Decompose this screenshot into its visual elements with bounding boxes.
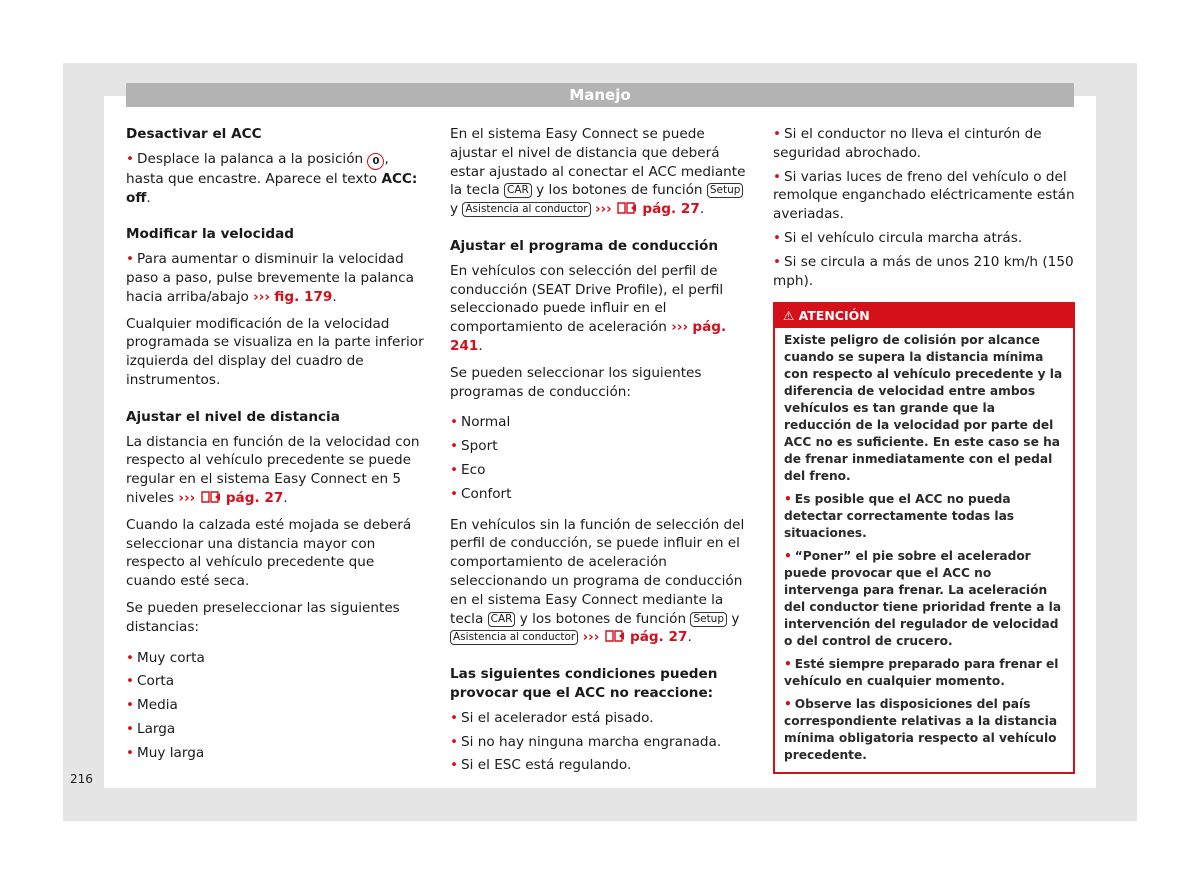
bullet-icon: • [450,485,459,502]
lever-position-0-icon: 0 [367,153,384,170]
warning-item: • “Poner” el pie sobre el acelerador puede provocar que el ACC no intervenga para frenar. La aceleración del conductor tiene prioridad frente a la intervención del regulador de velocidad o del control de crucero. [784,549,1062,649]
setup-key: Setup [690,612,727,627]
warning-box [773,302,1075,774]
warning-header [775,304,1073,328]
easy-connect-paragraph: En el sistema Easy Connect se puede ajustar el nivel de distancia que deberá estar ajustado al conectar el ACC mediante la tecla CAR y los botones de función Setup y Asistencia al conductor ››› pág. 27. [450,126,746,218]
no-profile-paragraph: En vehículos sin la función de selección del perfil de conducción, se puede influir en el comportamiento de aceleración seleccionando un programa de conducción en el sistema Easy Connect mediante la tecla CAR y los botones de función Setup y Asistencia al conductor ››› pág. 27. [450,516,745,646]
heading-modify-speed: Modificar la velocidad [126,226,294,243]
programs-intro: Se pueden seleccionar los siguientes programas de conducción: [450,364,702,400]
list-item: • Muy corta [126,649,205,666]
bullet-icon: • [126,649,135,666]
ref-arrow-icon: ››› [178,489,196,506]
bullet-icon: • [450,709,459,726]
deactivate-paragraph: • Desplace la palanca a la posición 0 , hasta que encastre. Aparece el texto ACC: off. [126,150,418,206]
bullet-icon: • [773,126,782,142]
ref-arrow-icon: ››› [253,288,270,305]
column-2 [450,125,750,780]
heading-deactivate-acc: Desactivar el ACC [126,126,262,142]
bullet-icon: • [450,438,459,455]
assist-key: Asistencia al conductor [462,202,590,217]
pag-241-link[interactable]: pág. 241 [450,319,727,354]
ref-arrow-icon: ››› [594,201,612,218]
bullet-icon: • [126,150,135,167]
book-reference-icon [604,629,626,643]
bullet-icon: • [784,492,792,507]
bullet-icon: • [773,253,782,270]
warning-item: • Esté siempre preparado para frenar el vehículo en cualquier momento. [784,657,1059,689]
ref-arrow-icon: ››› [671,319,689,336]
heading-adjust-distance: Ajustar el nivel de distancia [126,408,340,425]
list-item: • Corta [126,673,175,690]
list-item: • Si se circula a más de unos 210 km/h (150 mph). [773,253,1074,289]
bullet-icon: • [126,720,135,737]
program-paragraph: En vehículos con selección del perfil de conducción (SEAT Drive Profile), el perfil seleccionado puede influir en el comportamiento de aceleración ››› pág. 241. [450,262,727,354]
bullet-icon: • [784,549,792,564]
bullet-icon: • [450,733,459,750]
conditions-list-continued [773,125,1075,290]
ref-arrow-icon: ››› [582,629,600,646]
list-item: • Si el conductor no lleva el cinturón de seguridad abrochado. [773,126,1042,161]
bullet-icon: • [126,744,135,761]
bullet-icon: • [126,673,135,690]
bullet-icon: • [784,657,792,672]
program-list [450,413,750,503]
pag-27-link[interactable]: pág. 27 [225,489,284,506]
fig-179-link[interactable]: fig. 179 [274,288,333,305]
assist-key: Asistencia al conductor [450,630,578,645]
warning-intro: Existe peligro de colisión por alcance cuando se supera la distancia mínima con respecto al vehículo precedente y la diferencia de velocidad entre ambos vehículos es tan grande que la reducción de la velocidad por parte del ACC no es suficiente. En este caso se ha de frenar inmediatamente con el pedal del freno. [784,333,1063,484]
warning-triangle-icon: ⚠ [783,308,795,324]
list-item: • Muy larga [126,744,205,761]
list-item: • Si el vehículo circula marcha atrás. [773,229,1023,246]
wet-road-paragraph: Cuando la calzada esté mojada se deberá seleccionar una distancia mayor con respecto al vehículo precedente que cuando esté seca. [126,516,412,590]
bullet-icon: • [450,757,459,774]
car-key: CAR [504,183,532,198]
setup-key: Setup [707,183,744,198]
list-item: • Eco [450,461,486,478]
list-item: • Confort [450,485,512,502]
list-item: • Media [126,697,178,714]
conditions-list [450,709,750,775]
distance-paragraph: La distancia en función de la velocidad con respecto al vehículo precedente se puede regular en el sistema Easy Connect en 5 niveles ››› pág. 27. [126,433,420,506]
book-reference-icon [616,201,638,215]
speed-note: Cualquier modificación de la velocidad programada se visualiza en la parte inferior izquierda del display del cuadro de instrumentos. [126,315,424,388]
warning-item: • Es posible que el ACC no pueda detectar correctamente todas las situaciones. [784,492,1015,541]
list-item: • Si no hay ninguna marcha engranada. [450,733,722,750]
list-item: • Sport [450,438,498,455]
bullet-icon: • [450,461,459,478]
preselect-paragraph: Se pueden preseleccionar las siguientes distancias: [126,599,400,635]
column-3 [773,125,1075,774]
distance-list [126,649,426,763]
bullet-icon: • [773,168,782,185]
warning-title: ATENCIÓN [798,308,870,324]
bullet-icon: • [126,697,135,714]
bullet-icon: • [126,251,135,268]
list-item: • Si el acelerador está pisado. [450,709,654,726]
section-header: Manejo [126,83,1074,107]
list-item: • Larga [126,720,176,737]
heading-conditions: Las siguientes condiciones pueden provocar que el ACC no reaccione: [450,666,718,701]
list-item: • Normal [450,414,511,431]
bullet-icon: • [784,697,792,712]
column-1 [126,125,426,768]
speed-paragraph: • Para aumentar o disminuir la velocidad paso a paso, pulse brevemente la palanca hacia arriba/abajo ››› fig. 179. [126,251,414,305]
bullet-icon: • [450,414,459,431]
warning-body [775,328,1073,772]
pag-27-link[interactable]: pág. 27 [630,629,688,646]
heading-driving-program: Ajustar el programa de conducción [450,237,719,254]
list-item: • Si el ESC está regulando. [450,757,632,774]
warning-item: • Observe las disposiciones del país correspondiente relativas a la distancia mínima obligatoria respecto al vehículo precedente. [784,697,1058,763]
list-item: • Si varias luces de freno del vehículo o del remolque enganchado eléctricamente están averiadas. [773,168,1075,223]
pag-27-link[interactable]: pág. 27 [642,201,700,218]
page-number: 216 [70,772,93,786]
car-key: CAR [488,612,516,627]
bullet-icon: • [773,229,782,246]
book-reference-icon [200,490,222,504]
acc-off-text: ACC: off [126,170,418,206]
